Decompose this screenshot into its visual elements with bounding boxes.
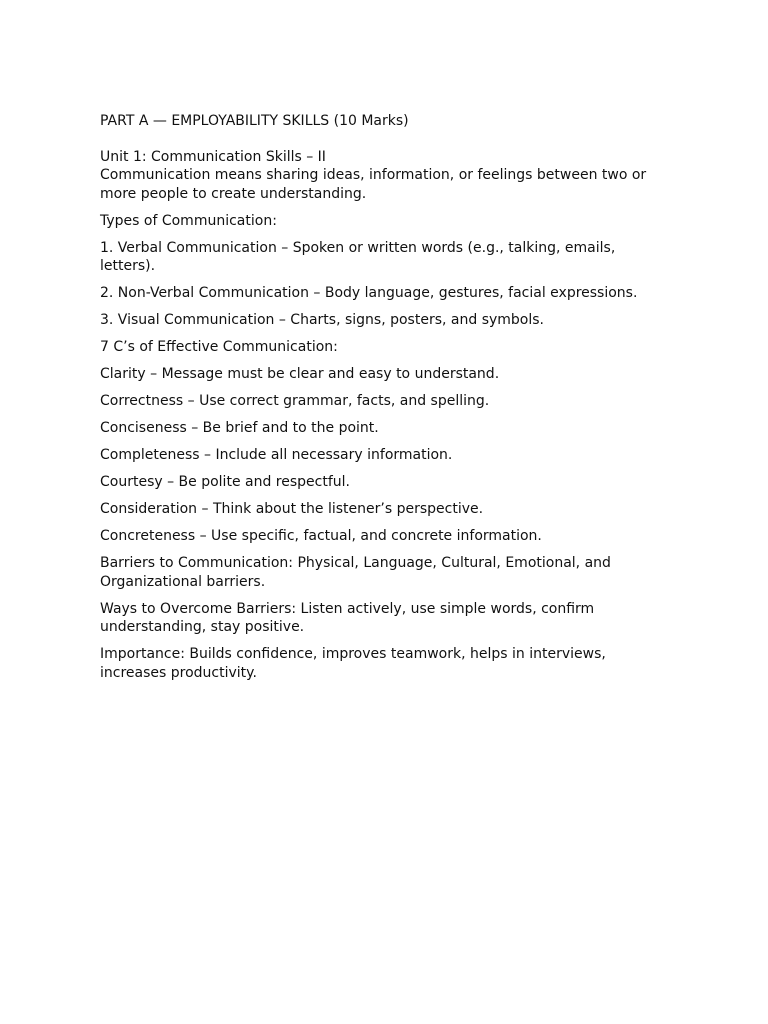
overcome-paragraph: Ways to Overcome Barriers: Listen actively, use simple words, confirm understanding, stay positive.	[100, 600, 595, 635]
type-visual: 3. Visual Communication – Charts, signs, posters, and symbols.	[100, 312, 544, 328]
importance-paragraph: Importance: Builds confidence, improves teamwork, helps in interviews, increases productivity.	[100, 646, 606, 681]
c-correctness: Correctness – Use correct grammar, facts, and spelling.	[100, 393, 490, 409]
document-title: PART A — EMPLOYABILITY SKILLS (10 Marks)	[100, 113, 409, 129]
c-conciseness: Conciseness – Be brief and to the point.	[100, 420, 379, 436]
barriers-paragraph: Barriers to Communication: Physical, Language, Cultural, Emotional, and Organizational barriers.	[100, 555, 611, 590]
types-heading: Types of Communication:	[100, 212, 277, 229]
type-non-verbal: 2. Non-Verbal Communication – Body language, gestures, facial expressions.	[100, 285, 638, 301]
c-clarity: Clarity – Message must be clear and easy to understand.	[100, 366, 500, 382]
document-body	[100, 112, 668, 691]
definition-paragraph: Communication means sharing ideas, information, or feelings between two or more people to create understanding.	[100, 167, 647, 202]
c-concreteness: Concreteness – Use specific, factual, and concrete information.	[100, 528, 542, 544]
type-verbal: 1. Verbal Communication – Spoken or written words (e.g., talking, emails, letters).	[100, 239, 616, 274]
seven-cs-heading: 7 C’s of Effective Communication:	[100, 339, 338, 355]
unit-title: Unit 1: Communication Skills – II	[100, 148, 326, 165]
c-completeness: Completeness – Include all necessary information.	[100, 447, 453, 463]
c-courtesy: Courtesy – Be polite and respectful.	[100, 474, 350, 490]
c-consideration: Consideration – Think about the listener’s perspective.	[100, 501, 484, 517]
